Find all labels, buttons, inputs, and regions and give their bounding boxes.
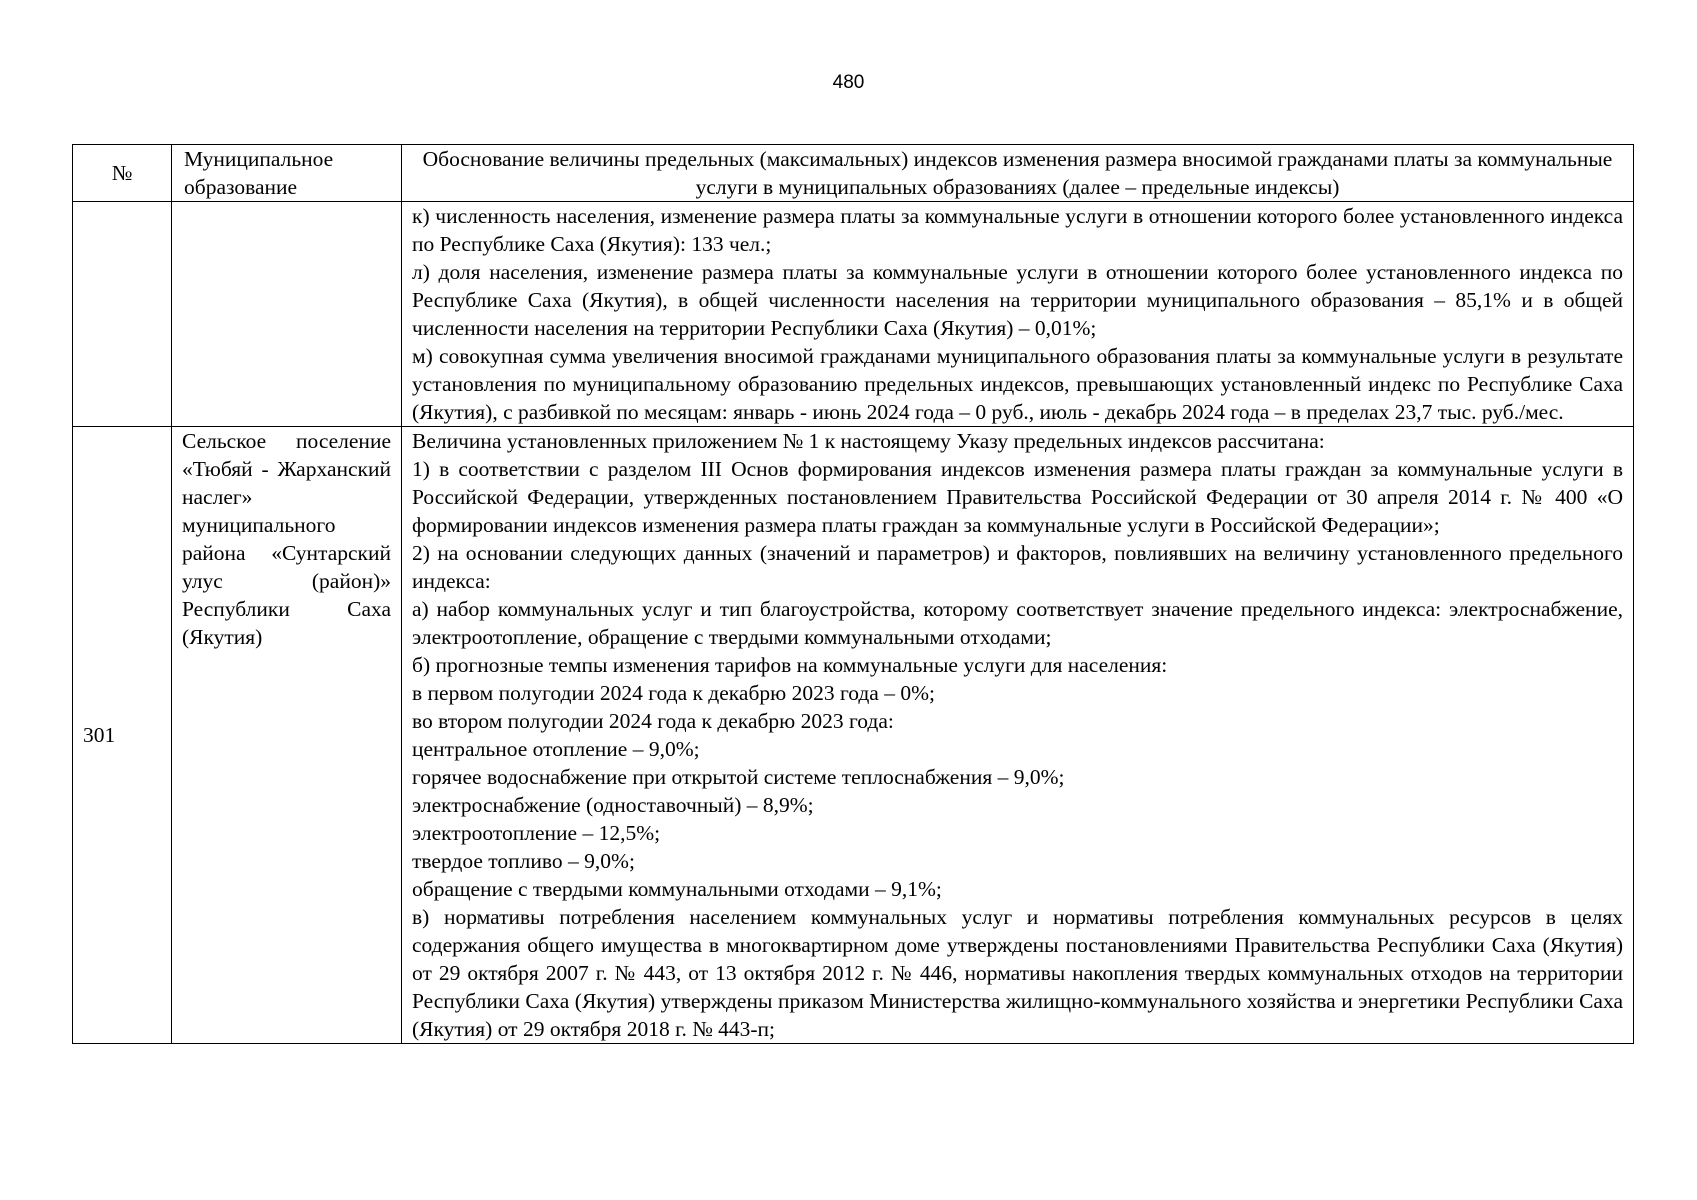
paragraph-2: 2) на основании следующих данных (значений и параметров) и факторов, повлиявших на величину установленного предельного индекса: bbox=[412, 541, 1623, 593]
rate-hot-water: горячее водоснабжение при открытой системе теплоснабжения – 9,0%; bbox=[412, 765, 1065, 789]
paragraph-intro: Величина установленных приложением № 1 к настоящему Указу предельных индексов рассчитана: bbox=[412, 429, 1325, 453]
table-row-continued bbox=[73, 202, 1634, 427]
paragraph-b: б) прогнозные темпы изменения тарифов на коммунальные услуги для населения: bbox=[412, 653, 1168, 677]
rate-second-half-heading: во втором полугодии 2024 года к декабрю 2023 года: bbox=[412, 709, 894, 733]
justification-table bbox=[72, 144, 1634, 1044]
rate-solid-waste: обращение с твердыми коммунальными отходами – 9,1%; bbox=[412, 877, 942, 901]
table-row-301 bbox=[73, 427, 1634, 1044]
rate-solid-fuel: твердое топливо – 9,0%; bbox=[412, 849, 635, 873]
cell-number-empty bbox=[73, 202, 172, 427]
header-justification: Обоснование величины предельных (максимальных) индексов изменения размера вносимой гражданами платы за коммунальные услуги в муниципальных образованиях (далее – предельные индексы) bbox=[402, 145, 1634, 202]
cell-justification bbox=[402, 427, 1634, 1044]
paragraph-1: 1) в соответствии с разделом III Основ формирования индексов изменения размера платы граждан за коммунальные услуги в Российской Федерации, утвержденных постановлением Правительства Российской Федерации от 30 апреля 2014 г. № 400 «О формировании индексов изменения размера платы граждан за коммунальные услуги в Российской Федерации»; bbox=[412, 457, 1623, 537]
page-number: 480 bbox=[832, 72, 865, 93]
cell-row-number: 301 bbox=[73, 427, 172, 1044]
rate-first-half: в первом полугодии 2024 года к декабрю 2023 года – 0%; bbox=[412, 681, 935, 705]
cell-municipality-empty bbox=[172, 202, 402, 427]
cell-justification-continued bbox=[402, 202, 1634, 427]
paragraph-a: а) набор коммунальных услуг и тип благоустройства, которому соответствует значение предельного индекса: электроснабжение, электроотопление, обращение с твердыми коммунальными отходами; bbox=[412, 597, 1623, 649]
rate-electric-heating: электроотопление – 12,5%; bbox=[412, 821, 661, 845]
table-header-row bbox=[73, 145, 1634, 202]
paragraph-k: к) численность населения, изменение размера платы за коммунальные услуги в отношении которого более установленного индекса по Республике Саха (Якутия): 133 чел.; bbox=[412, 204, 1623, 256]
paragraph-l: л) доля населения, изменение размера платы за коммунальные услуги в отношении которого более установленного индекса по Республике Саха (Якутия), в общей численности населения на территории муниципального образования – 85,1% и в общей численности населения на территории Республики Саха (Якутия) – 0,01%; bbox=[412, 260, 1623, 340]
header-number: № bbox=[73, 145, 172, 202]
header-municipality: Муниципальное образование bbox=[172, 145, 402, 202]
rate-central-heating: центральное отопление – 9,0%; bbox=[412, 737, 700, 761]
rate-electricity: электроснабжение (одноставочный) – 8,9%; bbox=[412, 793, 814, 817]
cell-municipality: Сельское поселение «Тюбяй - Жарханский наслег» муниципального района «Сунтарский улус (район)» Республики Саха (Якутия) bbox=[172, 427, 402, 1044]
paragraph-m: м) совокупная сумма увеличения вносимой гражданами муниципального образования платы за коммунальные услуги в результате установления по муниципальному образованию предельных индексов, превышающих установленный индекс по Республике Саха (Якутия), с разбивкой по месяцам: январь - июнь 2024 года – 0 руб., июль - декабрь 2024 года – в пределах 23,7 тыс. руб./мес. bbox=[412, 344, 1623, 424]
paragraph-v: в) нормативы потребления населением коммунальных услуг и нормативы потребления коммунальных ресурсов в целях содержания общего имущества в многоквартирном доме утверждены постановлениями Правительства Республики Саха (Якутия) от 29 октября 2007 г. № 443, от 13 октября 2012 г. № 446, нормативы накопления твердых коммунальных отходов на территории Республики Саха (Якутия) утверждены приказом Министерства жилищно-коммунального хозяйства и энергетики Республики Саха (Якутия) от 29 октября 2018 г. № 443-п; bbox=[412, 905, 1623, 1041]
